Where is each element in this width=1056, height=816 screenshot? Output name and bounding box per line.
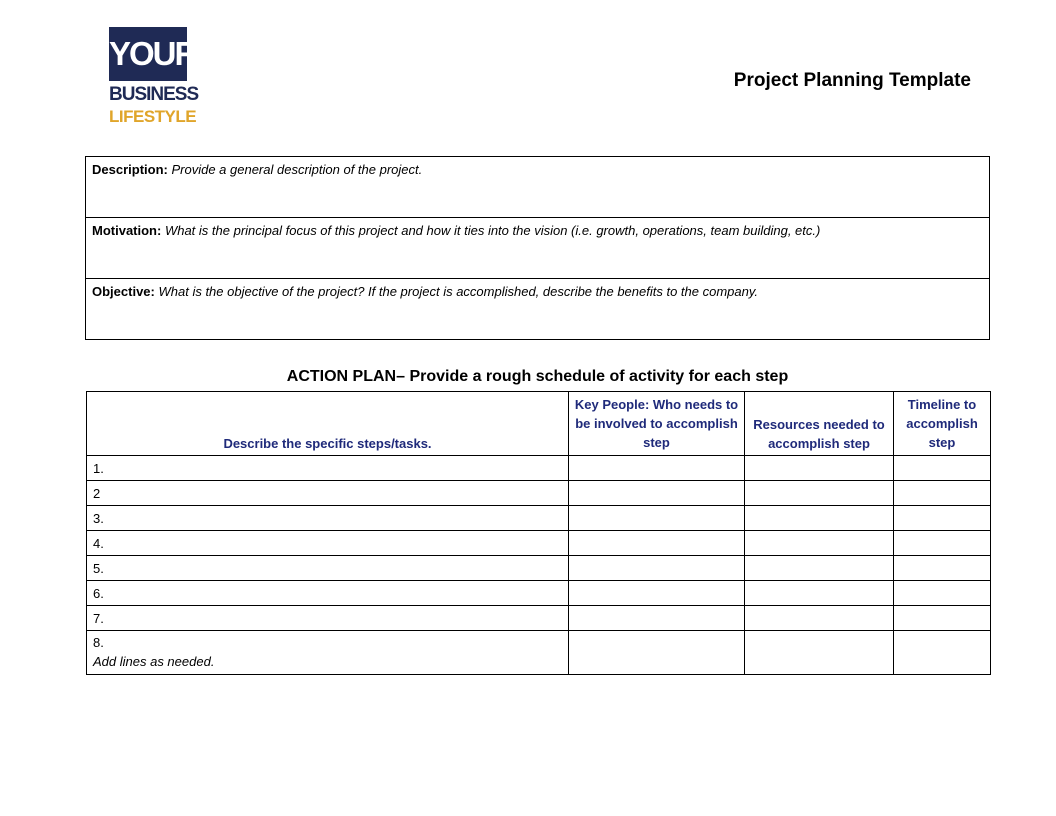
logo-line-3: LIFESTYLE bbox=[109, 107, 197, 126]
header-steps: Describe the specific steps/tasks. bbox=[87, 392, 569, 456]
resources-cell[interactable] bbox=[745, 506, 894, 531]
resources-cell[interactable] bbox=[745, 606, 894, 631]
key-people-cell[interactable] bbox=[569, 631, 745, 675]
objective-cell[interactable] bbox=[86, 279, 990, 340]
step-cell[interactable]: 6. bbox=[87, 581, 569, 606]
timeline-cell[interactable] bbox=[894, 531, 991, 556]
add-lines-note: Add lines as needed. bbox=[93, 654, 215, 669]
motivation-label: Motivation: bbox=[92, 223, 162, 238]
step-cell[interactable]: 4. bbox=[87, 531, 569, 556]
action-plan-table bbox=[86, 391, 991, 675]
description-label: Description: bbox=[92, 162, 168, 177]
step-number: 8. bbox=[93, 635, 104, 650]
table-row bbox=[87, 606, 991, 631]
document-title: Project Planning Template bbox=[733, 70, 971, 91]
motivation-hint: What is the principal focus of this project and how it ties into the vision (i.e. growth, operations, team building, etc.) bbox=[164, 223, 821, 238]
resources-cell[interactable] bbox=[745, 556, 894, 581]
step-cell[interactable]: 7. bbox=[87, 606, 569, 631]
timeline-cell[interactable] bbox=[894, 606, 991, 631]
table-row bbox=[87, 556, 991, 581]
action-plan-title: ACTION PLAN– Provide a rough schedule of activity for each step bbox=[286, 368, 789, 385]
table-row bbox=[87, 481, 991, 506]
resources-cell[interactable] bbox=[745, 531, 894, 556]
timeline-cell[interactable] bbox=[894, 506, 991, 531]
resources-cell[interactable] bbox=[745, 456, 894, 481]
key-people-cell[interactable] bbox=[569, 556, 745, 581]
table-row bbox=[87, 631, 991, 675]
step-cell[interactable] bbox=[87, 631, 569, 675]
key-people-cell[interactable] bbox=[569, 456, 745, 481]
header-key-people: Key People: Who needs to be involved to accomplish step bbox=[569, 392, 745, 456]
timeline-cell[interactable] bbox=[894, 456, 991, 481]
timeline-cell[interactable] bbox=[894, 481, 991, 506]
step-cell[interactable]: 1. bbox=[87, 456, 569, 481]
resources-cell[interactable] bbox=[745, 581, 894, 606]
table-row bbox=[87, 531, 991, 556]
key-people-cell[interactable] bbox=[569, 506, 745, 531]
header-resources: Resources needed to accomplish step bbox=[745, 392, 894, 456]
table-row bbox=[87, 506, 991, 531]
resources-cell[interactable] bbox=[745, 481, 894, 506]
description-cell[interactable] bbox=[86, 157, 990, 218]
description-hint: Provide a general description of the project. bbox=[171, 162, 423, 177]
logo-line-2: BUSINESS bbox=[109, 84, 199, 105]
objective-label: Objective: bbox=[92, 284, 155, 299]
timeline-cell[interactable] bbox=[894, 631, 991, 675]
table-row bbox=[87, 456, 991, 481]
key-people-cell[interactable] bbox=[569, 481, 745, 506]
objective-hint: What is the objective of the project? If the project is accomplished, describe the benefits to the company. bbox=[158, 284, 759, 299]
logo-line-1: YOUR bbox=[109, 27, 187, 81]
timeline-cell[interactable] bbox=[894, 556, 991, 581]
key-people-cell[interactable] bbox=[569, 606, 745, 631]
header-timeline: Timeline to accomplish step bbox=[894, 392, 991, 456]
step-cell[interactable]: 2 bbox=[87, 481, 569, 506]
motivation-cell[interactable] bbox=[86, 218, 990, 279]
company-logo bbox=[109, 27, 199, 129]
resources-cell[interactable] bbox=[745, 631, 894, 675]
key-people-cell[interactable] bbox=[569, 581, 745, 606]
table-row bbox=[87, 581, 991, 606]
project-info-table bbox=[85, 156, 990, 340]
step-cell[interactable]: 3. bbox=[87, 506, 569, 531]
key-people-cell[interactable] bbox=[569, 531, 745, 556]
step-cell[interactable]: 5. bbox=[87, 556, 569, 581]
timeline-cell[interactable] bbox=[894, 581, 991, 606]
